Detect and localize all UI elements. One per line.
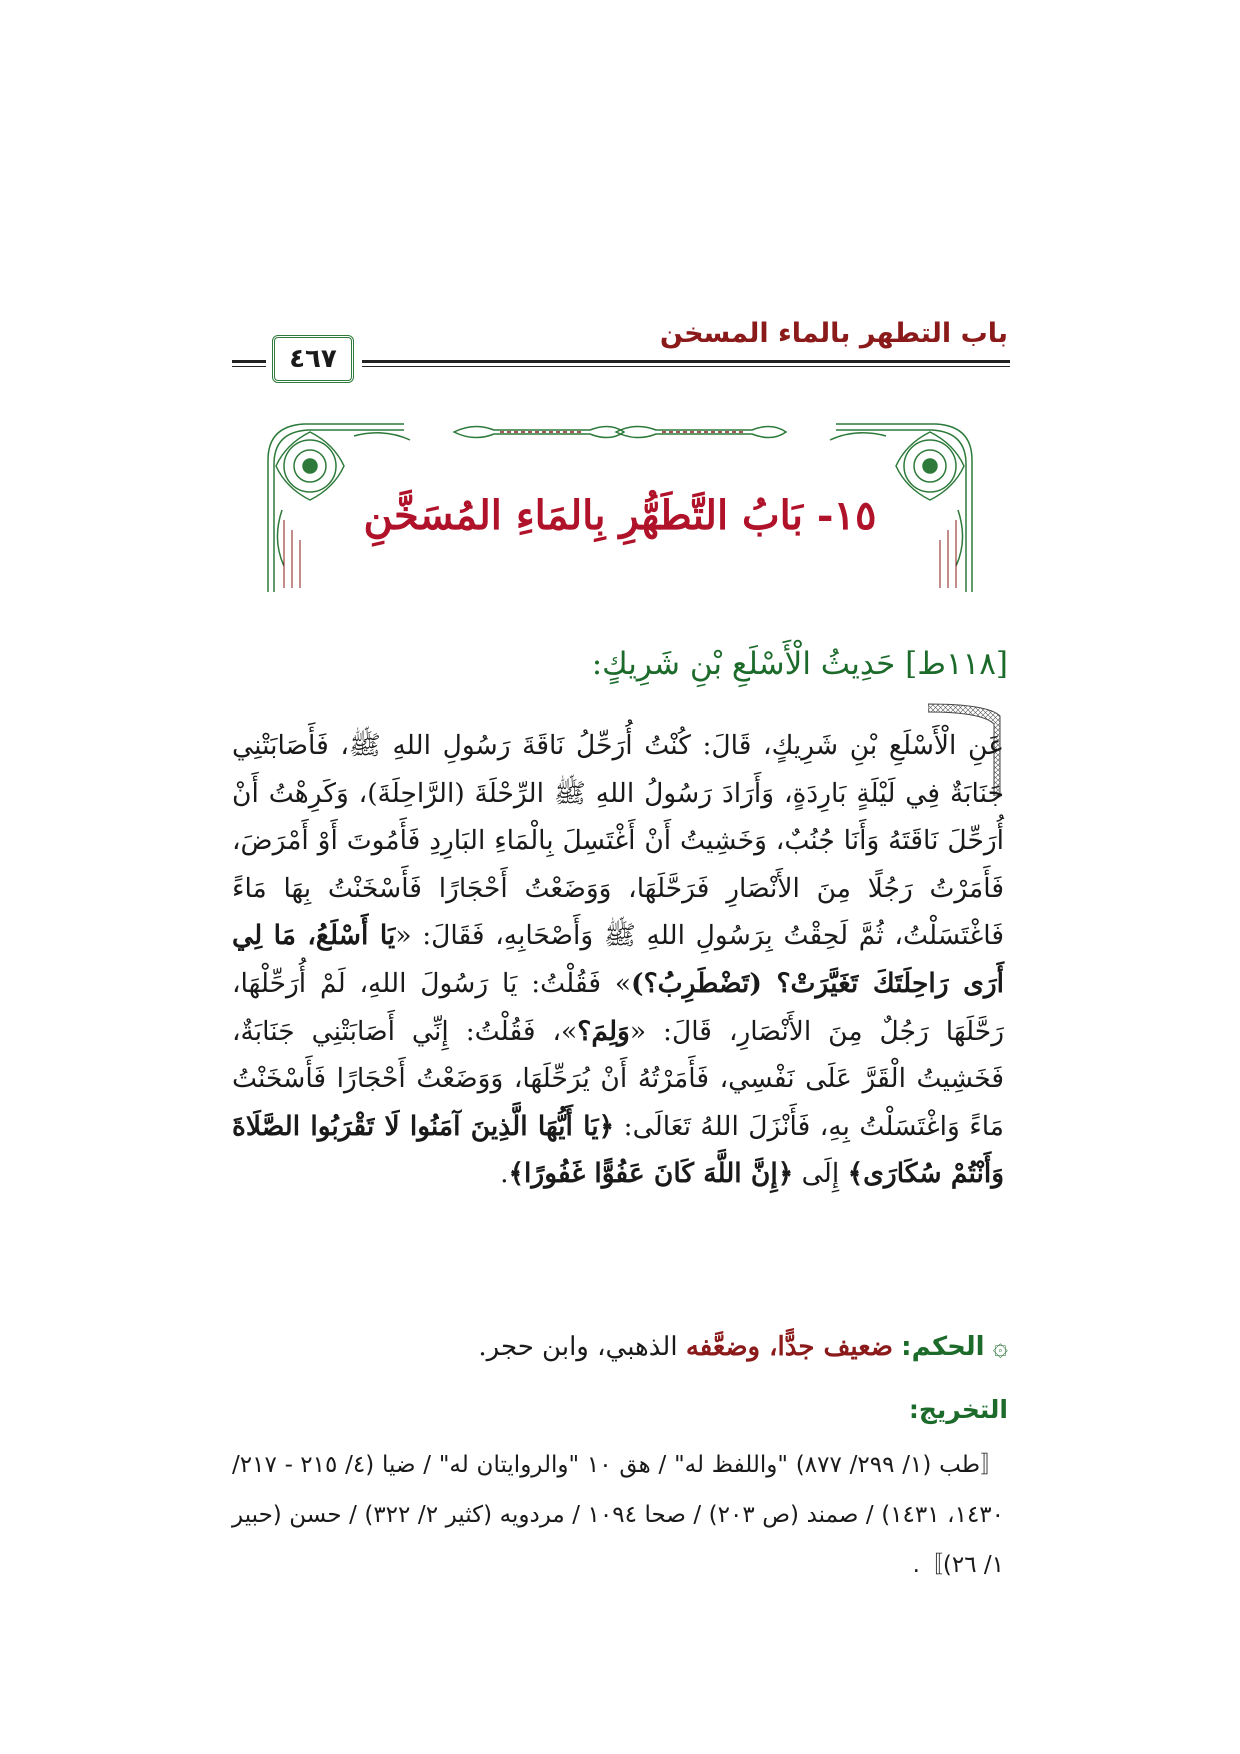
hadith-title: حَدِيثُ الْأَسْلَعِ بْنِ شَرِيكٍ: — [591, 646, 896, 682]
takhrij-label: التخريج: — [908, 1395, 1008, 1424]
header-rule-right — [362, 360, 1010, 367]
chapter-title: ١٥- بَابُ التَّطَهُّرِ بِالمَاءِ المُسَخَّنِ — [363, 492, 877, 539]
ruling-mark-icon: ۞ — [992, 1332, 1008, 1362]
quran-verse-1: ﴿يَا أَيُّهَا الَّذِينَ آمَنُوا لَا تَقْرَبُوا الصَّلَاةَ وَأَنْتُمْ سُكَارَى﴾ — [232, 1110, 1004, 1190]
ruling-rest: الذهبي، وابن حجر. — [478, 1332, 686, 1362]
prophet-quote-2: وَلِمَ؟ — [577, 1015, 630, 1047]
hadith-text-part3: »، فَقُلْتُ: إِنِّي أَصَابَتْنِي جَنَابَةٌ، فَخَشِيتُ الْقَرَّ عَلَى نَفْسِي، فَأَمَرْتُهُ أَنْ يُرَحِّلَهَا، وَوَضَعْتُ أَحْجَارًا فَأَسْخَنْتُ مَاءً وَاغْتَسَلْتُ بِهِ، فَأَنْزَلَ اللهُ تَعَالَى: — [232, 1015, 1005, 1142]
hadith-heading — [592, 646, 1008, 682]
prophet-quote-1: يَا أَسْلَعُ، مَا لِي أَرَى رَاحِلَتَكَ تَغَيَّرَتْ؟ (تَضْطَرِبُ؟) — [232, 920, 1004, 999]
takhrij-text: 〚طب (١/ ٢٩٩/ ٨٧٧) "واللفظ له" / هق ١٠ "والروايتان له" / ضيا (٤/ ٢١٥ - ٢١٧/ ١٤٣٠، ١٤٣١) / صمند (ص ٢٠٣) / صحا ١٠٩٤ / مردويه (كثير ٢/ ٣٢٢) / حسن (حبير ١/ ٢٦)〛. — [232, 1452, 1005, 1578]
hadith-text-part2: » فَقُلْتُ: يَا رَسُولَ اللهِ، لَمْ أُرَحِّلْهَا، رَحَّلَهَا رَجُلٌ مِنَ الأَنْصَارِ، قَالَ: « — [232, 967, 1004, 1047]
ruling-grade: ضعيف جدًّا، وضعَّفه — [685, 1332, 893, 1362]
hadith-reference: [١١٨ط] — [905, 646, 1008, 682]
quran-verse-2: ﴿إِنَّ اللَّهَ كَانَ عَفُوًّا غَفُورًا﴾ — [508, 1158, 794, 1190]
hadith-text-part1: عَنِ الْأَسْلَعِ بْنِ شَرِيكٍ، قَالَ: كُنْتُ أُرَحِّلُ نَاقَةَ رَسُولِ اللهِ ﷺ، فَأَصَابَتْنِي جَنَابَةٌ فِي لَيْلَةٍ بَارِدَةٍ، وَأَرَادَ رَسُولُ اللهِ ﷺ الرِّحْلَةَ (الرَّاحِلَةَ)، وَكَرِهْتُ أَنْ أُرَحِّلَ نَاقَتَهُ وَأَنَا جُنُبٌ، وَخَشِيتُ أَنْ أَغْتَسِلَ بِالْمَاءِ البَارِدِ فَأَمُوتَ أَوْ أَمْرَضَ، فَأَمَرْتُ رَجُلًا مِنَ الأَنْصَارِ فَرَحَّلَهَا، وَوَضَعْتُ أَحْجَارًا فَأَسْخَنْتُ بِهَا مَاءً فَاغْتَسَلْتُ، ثُمَّ لَحِقْتُ بِرَسُولِ اللهِ ﷺ وَأَصْحَابِهِ، فَقَالَ: « — [232, 730, 1004, 952]
ruling-line — [478, 1332, 1008, 1362]
hadith-text-part4: إِلَى — [793, 1158, 848, 1190]
ruling-label: الحكم: — [901, 1332, 985, 1362]
hadith-text — [232, 722, 1004, 1198]
hadith-text-end: . — [500, 1158, 509, 1190]
page-number: ٤٦٧ — [272, 335, 354, 383]
header-rule-left — [232, 360, 266, 367]
running-title: باب التطهر بالماء المسخن — [659, 318, 1008, 349]
